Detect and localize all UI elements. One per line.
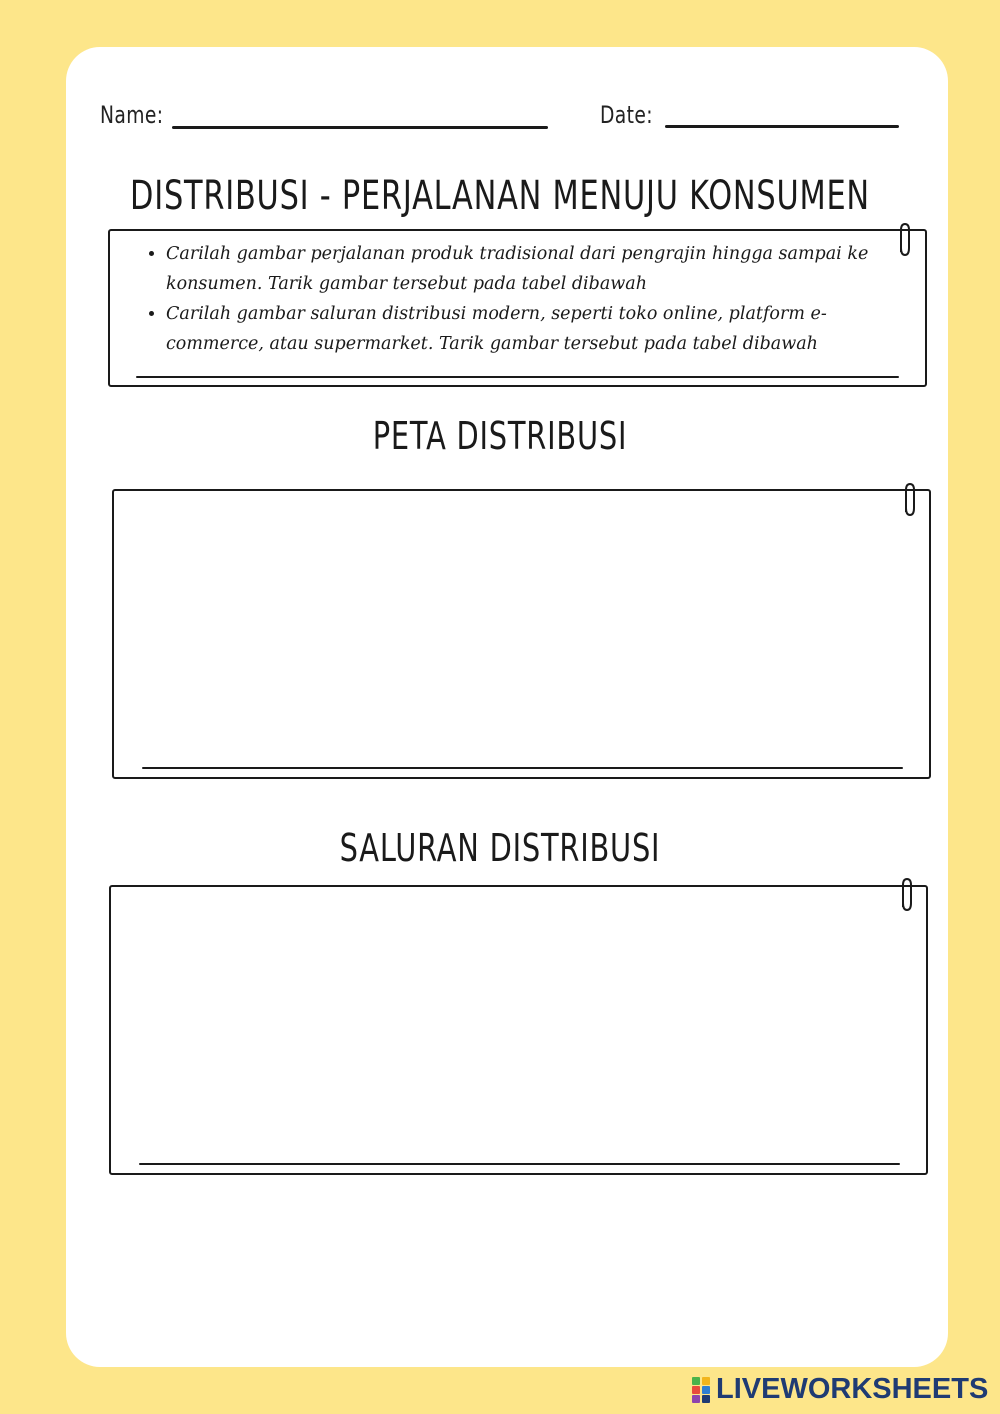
name-label: Name: [100, 101, 164, 129]
instructions-list [132, 239, 895, 359]
liveworksheets-logo-icon [692, 1376, 712, 1402]
paperclip-icon [902, 482, 916, 518]
box-underline [136, 376, 899, 378]
paperclip-icon [897, 222, 911, 258]
paperclip-icon [899, 877, 913, 913]
date-label: Date: [600, 101, 654, 129]
box-underline [139, 1163, 900, 1165]
brand-text: LIVEWORKSHEETS [716, 1372, 989, 1405]
peta-drop-area[interactable] [112, 489, 931, 779]
name-field[interactable] [172, 126, 548, 129]
saluran-drop-area[interactable] [109, 885, 928, 1175]
date-field[interactable] [665, 125, 899, 128]
saluran-heading: SALURAN DISTRIBUSI [339, 826, 661, 870]
box-underline [142, 767, 903, 769]
liveworksheets-brand [692, 1374, 988, 1404]
page-title: DISTRIBUSI - PERJALANAN MENUJU KONSUMEN [130, 173, 870, 219]
instructions-box [108, 229, 927, 387]
instruction-item: • Carilah gambar perjalanan produk tradisional dari pengrajin hingga sampai ke konsumen. Tarik gambar tersebut pada tabel dibawah [166, 239, 895, 299]
peta-heading: PETA DISTRIBUSI [372, 414, 628, 458]
instruction-item: • Carilah gambar saluran distribusi modern, seperti toko online, platform e-commerce, atau supermarket. Tarik gambar tersebut pada tabel dibawah [166, 299, 895, 359]
